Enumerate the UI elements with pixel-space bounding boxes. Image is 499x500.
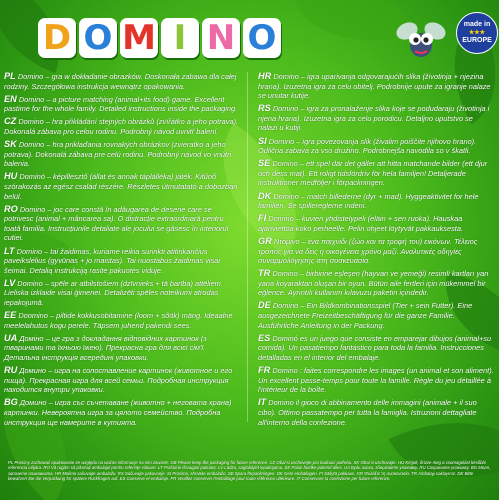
language-entry-cz <box>4 117 240 136</box>
language-description: Domino – kuvien yhdistelypeli (eläin + sen ruoka). Hauskaa ajanviettoa koko perheelle. Pelin ohjeet löytyvät pakkauksesta. <box>258 214 464 233</box>
language-description: Domino – a picture matching (animal+its food) game. Excellent pastime for the whole family. Detailed instructions inside the packaging. <box>4 94 238 114</box>
language-code: HU <box>4 171 18 182</box>
language-description: Домино – игра на сопоставление картинок (животное и его пища). Прекрасная игра для всей семьи. Подробная инструкция находится внутри упаковки. <box>4 366 233 395</box>
language-code: RS <box>258 103 271 114</box>
language-entry-es <box>258 334 494 363</box>
language-entry-it <box>258 398 494 427</box>
language-entry-ua <box>4 334 240 363</box>
language-description: Доміно – це гра з докладання відповідних картинок (з тваринами та їхньою їжею). Прекрасна гра для всієї сім'ї. Детальна інструкція всередині упаковки. <box>4 333 207 362</box>
badge-line: EUROPE <box>462 37 492 44</box>
language-description: Domino : faites correspondre les images (un animal et son aliment). Un excellent passe-temps pour toute la famille. Règle du jeu détaillée à l'intérieur de la boîte. <box>258 366 494 395</box>
language-entry-sk <box>4 140 240 169</box>
language-entry-se <box>258 159 494 188</box>
language-entry-fr <box>258 366 494 395</box>
language-description: Domino – igra povezovanja slik (živalim poiščite njihovo hrano). Odlična zabava za vso družino. Podrobnejša navodila so v škatli. <box>258 136 477 156</box>
column-divider <box>247 72 248 422</box>
language-code: GR <box>258 235 272 246</box>
logo-letter-tile: D <box>38 18 76 58</box>
language-entry-fi <box>258 214 494 233</box>
logo-letter-tile: M <box>120 18 158 58</box>
language-entry-bg <box>4 398 240 427</box>
language-description: Dominó – képillesztő (állat és annak táplálléka) játék. Kitűnő szórakozás az egész család részére. Részletes útmutatató a dobozban belül. <box>4 172 238 201</box>
description-column-left <box>4 72 240 431</box>
language-entry-ee <box>4 311 240 330</box>
packaging-footer-note: PL Prosimy zachować opakowanie ze względu na ważne informacje na nim zawarte. GB Please keep the packaging for future reference. CZ Obal si uschovejte pro budoucí potřebu. SK Obal si uschovajte. HU Kérjük, őrizze meg a csomagolást későbbi referencia céljára. RO Vă rugăm să păstrați ambalajul pentru referințe viitoare. LT Prašome išsaugoti pakuotę. LV Lūdzu, saglabājiet iepakojumu. EE Palun hoidke pakend alles. UA Будь ласка, зберігайте упаковку. RU Сохраните упаковку. BG Моля, запазете опаковката. HR Molimo sačuvajte ambalažu. RS Sačuvajte pakovanje. SI Prosimo, shranite embalažo. SE Spara förpackningen. DK Gem emballagen. FI Säilytä pakkaus. GR Φυλάξτε τη συσκευασία. TR Ambalajı saklayınız. DE Bitte bewahren Sie die Verpackung für spätere Rückfragen auf. ES Conserve el embalaje. FR Veuillez conserver l'emballage pour toute référence ultérieure. IT Conservare la confezione per future referenze. <box>8 460 491 482</box>
badge-line: made in <box>463 21 491 28</box>
language-description: Domino – gra w dokładanie obrazków. Doskonała zabawa dla całej rodziny. Szczegółowa instrukcja wewnątrz opakowania. <box>4 72 237 91</box>
language-description: Домино – игра със съчетаване (животно + неговата храна) картинки. Невероятна игра за цялото семейство. Подробна инструкция ще намерите в кутията. <box>4 398 232 427</box>
language-code: SI <box>258 135 267 146</box>
language-code: ES <box>258 332 271 343</box>
language-description: Ντόμινο – ένα παιχνίδι (ζώο και τα τροφή του) εικόνων. Τέλειος τρόπος για να δεις η οικογένεια χρόνο μαζί. Αναλυτικές οδηγίες συναρμολόγησης στη συσκευασία. <box>258 236 478 266</box>
language-description: Dominó es un juego que consiste en emparejar dibujos (animal+su comida). Un pasatiempo fantástico para toda la familia. Instrucciones detalladas en el interior del embalaje. <box>258 333 492 362</box>
language-description: Domino – igra za pronalaženje slika koje se podudaraju (životinja i njena hrana). Izuzetna igra za celu porodicu. Detaljno uputstvo se nalazi u kutiji. <box>258 104 490 133</box>
language-description: Domino – hra priklaďania rovnakých obrázkov (zvieratko a jeho potrava). Dokonalá zábava pre celú rodinu. Podrobný návod vo vnútri balenia. <box>4 140 232 169</box>
language-description: Domino – Ein Bildkombinationsspiel (Tier + sein Futter). Eine ausgezeichnete Freizeitbeschäftigung für die ganze Familie. Ausführliche Anleitung in der Packung. <box>258 301 473 330</box>
language-code: UA <box>4 332 18 343</box>
language-entry-de <box>258 301 494 330</box>
language-code: CZ <box>4 116 17 127</box>
description-column-right <box>258 72 494 431</box>
language-code: EN <box>4 93 17 104</box>
language-code: TR <box>258 268 271 279</box>
language-code: FR <box>258 365 271 376</box>
logo-letter-tile: O <box>243 18 281 58</box>
language-code: LT <box>4 245 15 256</box>
logo-letter-tile: N <box>202 18 240 58</box>
language-code: EE <box>4 310 17 321</box>
eu-stars-icon: ★★★ <box>468 30 486 36</box>
language-entry-hu <box>4 172 240 201</box>
language-description: Domino – match billederne (dyr + mad). Hyggeaktivitet for hele familien. Se spillereglerne indeni. <box>258 191 479 211</box>
language-description: Domino – spēle ar atbilstošiem (dzīvnieks + tā barība) attēliem. Lieliska izklaide visai ģimenei. Detalizēti spēles noteikumi atrodas iepakojumā. <box>4 278 223 307</box>
language-description: Domino – tai žaidimas, kuriame reikia surinkti atitinkančius paveikslėlius (gyvūnas + jo maistas). Tai nuostabus žaidimas visai šeimai. Detalią instrukciją rasite pakuotės viduje. <box>4 246 221 275</box>
language-entry-hr <box>258 72 494 101</box>
language-entry-en <box>4 95 240 114</box>
language-description: Doomino – piltide kokkusobitamine (loom + sõök) mäng. Ideaalne meelelahutus kogu perele. Täpsem juhend pakendi sees. <box>4 311 233 330</box>
language-description: Domino – birbirine eşleşen (hayvan ve yemeği) resimli kartları yan yana koyaraktan oluşan bir oyun. Bütün aile fertleri için mükemmel bir eğlence. Ayrıntılı kullanım kılavuzu paketin içindedir. <box>258 269 489 298</box>
language-code: DK <box>258 190 272 201</box>
fly-mascot-icon <box>395 15 447 61</box>
language-description: Domino – ett spel där det gäller att hitta matchande bilder (ett djur och dess mat). Ett roligt tidsfördriv för hela familjen! Detaljerade instruktioner medföljer i förpackningen. <box>258 159 488 188</box>
language-entry-pl <box>4 72 240 91</box>
language-description: Domino il gioco di abbinamento delle immagini (animale + il suo cibo). Ottimo passatempo per tutta la famiglia. Istruzioni dettagliate all'interno della confezione. <box>258 398 477 427</box>
language-code: RO <box>4 203 18 214</box>
language-code: BG <box>4 397 18 408</box>
logo-letter-tile: I <box>161 18 199 58</box>
language-code: LV <box>4 277 16 288</box>
language-code: SE <box>258 158 271 169</box>
language-entry-dk <box>258 192 494 211</box>
language-description: Domino – hra přikládání stejných obrázků (zvířátko a jeho potrava). Dokonalá zábava pro celou rodinu. Podrobný návod uvnitř balení. <box>4 117 239 136</box>
language-description: Domino – joc care constă în adăugarea de desene care se potrivesc (animal + mâncarea sa). O distracție extraordinară pentru toată familia. Instrucțiunile detaliate ale jocului se găsesc în interiorul cutiei. <box>4 204 229 243</box>
language-code: IT <box>258 397 267 408</box>
language-code: HR <box>258 71 272 81</box>
language-entry-si <box>258 137 494 156</box>
language-code: DE <box>258 300 271 311</box>
language-entry-lv <box>4 279 240 308</box>
domino-logo <box>38 18 281 58</box>
logo-letter-tile: O <box>79 18 117 58</box>
language-description: Domino – igra uparivanja odgovarajućih slika (životinja + njezina hrana). Izuzetna igra za celu obitelj. Podrobnije upute za igranje nalaze se unutar kutije. <box>258 72 491 101</box>
language-code: SK <box>4 139 17 150</box>
language-code: RU <box>4 365 18 376</box>
language-entry-lt <box>4 247 240 276</box>
language-entry-gr <box>258 237 494 266</box>
language-entry-rs <box>258 104 494 133</box>
language-entry-ru <box>4 366 240 395</box>
language-code: FI <box>258 213 267 224</box>
language-entry-ro <box>4 205 240 243</box>
language-entry-tr <box>258 269 494 298</box>
made-in-europe-badge <box>456 12 498 54</box>
language-code: PL <box>4 71 16 81</box>
